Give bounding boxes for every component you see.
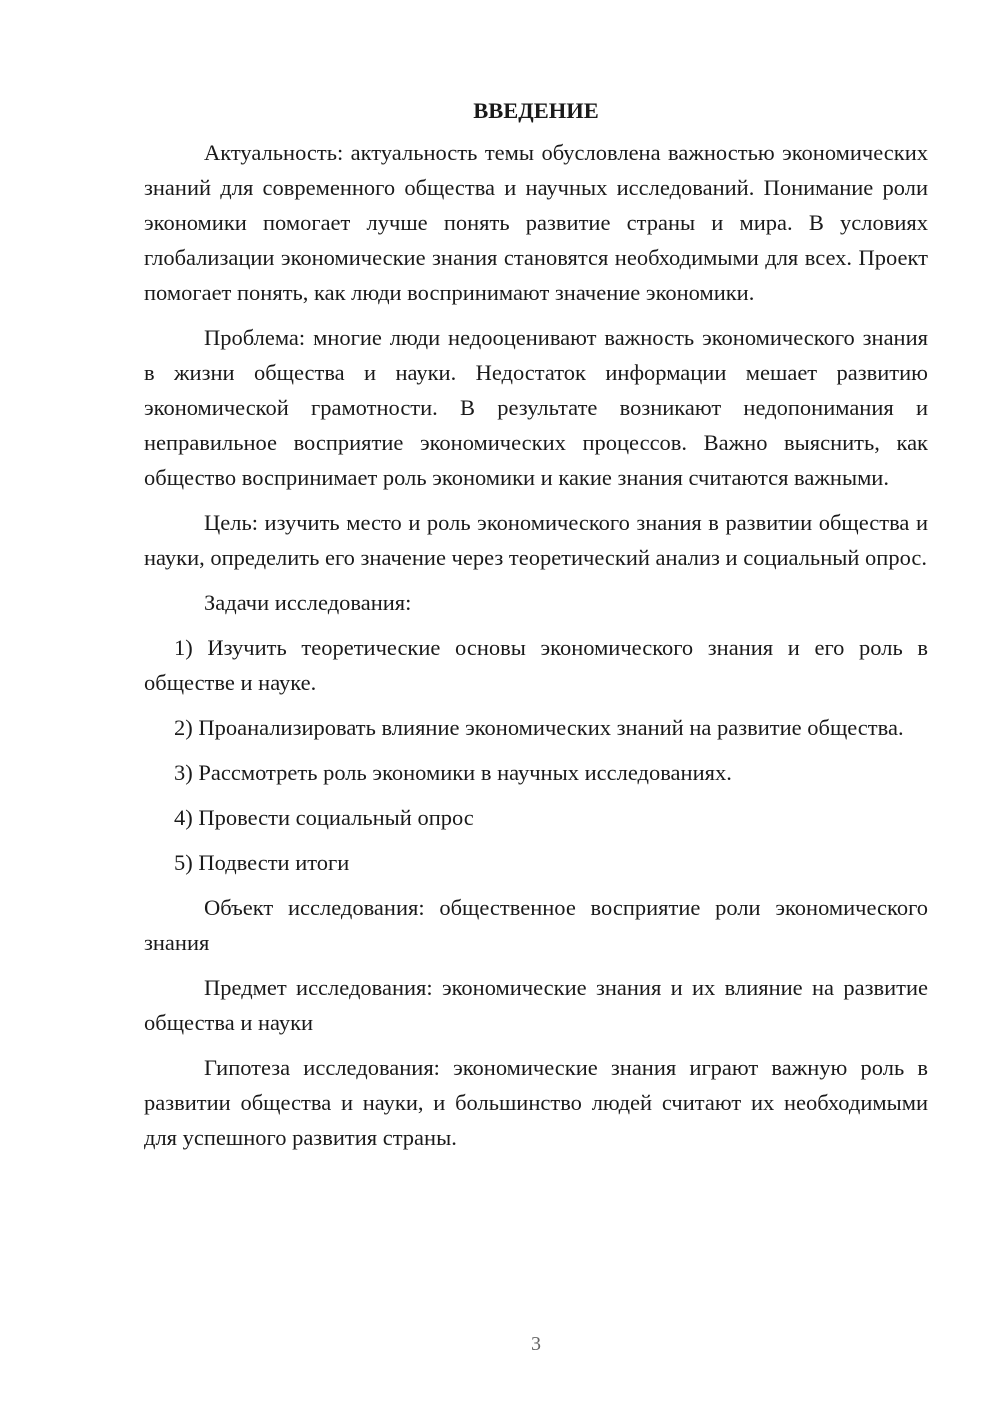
goal-paragraph: Цель: изучить место и роль экономического знания в развитии общества и науки, определить его значение через теоретический анализ и социальный опрос. xyxy=(144,510,928,570)
page-number: 3 xyxy=(531,1333,541,1355)
document-title: ВВЕДЕНИЕ xyxy=(473,98,599,123)
list-item: 2) Проанализировать влияние экономических знаний на развитие общества. xyxy=(174,715,904,740)
relevance-paragraph: Актуальность: актуальность темы обусловлена важностью экономических знаний для современного общества и научных исследований. Понимание роли экономики помогает лучше понять развитие страны и мира. В условиях глобализации экономические знания становятся необходимыми для всех. Проект помогает понять, как люди воспринимают значение экономики. xyxy=(144,140,928,305)
hypothesis-paragraph: Гипотеза исследования: экономические знания играют важную роль в развитии общества и науки, и большинство людей считают их необходимыми для успешного развития страны. xyxy=(144,1055,928,1150)
tasks-list xyxy=(144,630,928,880)
list-item: 1) Изучить теоретические основы экономического знания и его роль в обществе и науке. xyxy=(144,635,928,695)
list-item: 4) Провести социальный опрос xyxy=(174,805,474,830)
subject-paragraph: Предмет исследования: экономические знания и их влияние на развитие общества и науки xyxy=(144,975,928,1035)
object-paragraph: Объект исследования: общественное восприятие роли экономического знания xyxy=(144,895,928,955)
list-item: 3) Рассмотреть роль экономики в научных исследованиях. xyxy=(174,760,732,785)
tasks-heading: Задачи исследования: xyxy=(204,590,412,615)
list-item: 5) Подвести итоги xyxy=(174,850,350,875)
document-page xyxy=(144,96,928,1165)
problem-paragraph: Проблема: многие люди недооценивают важность экономического знания в жизни общества и науки. Недостаток информации мешает развитию экономической грамотности. В результате возникают недопонимания и неправильное восприятие экономических процессов. Важно выяснить, как общество воспринимает роль экономики и какие знания считаются важными. xyxy=(144,325,928,490)
